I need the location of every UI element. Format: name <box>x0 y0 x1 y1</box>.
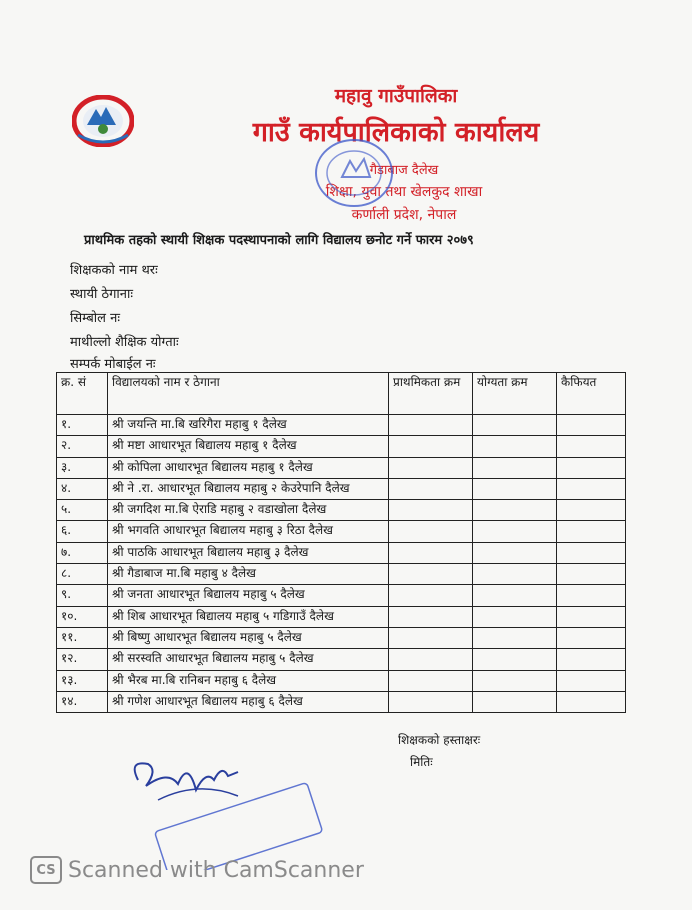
serial-cell: ७. <box>57 542 108 563</box>
priority-cell <box>389 691 473 712</box>
priority-cell <box>389 627 473 648</box>
merit-cell <box>473 500 557 521</box>
remarks-cell <box>557 436 626 457</box>
serial-cell: ६. <box>57 521 108 542</box>
teacher-signature-label: शिक्षकको हस्ताक्षरः <box>398 733 481 747</box>
camscanner-logo-icon: CS <box>30 856 62 884</box>
merit-cell <box>473 649 557 670</box>
permanent-address-label: स्थायी ठेगानाः <box>70 287 133 302</box>
col-serial: क्र. सं <box>57 373 108 415</box>
school-cell: श्री सरस्वति आधारभूत बिद्यालय महाबु ५ दैलेख <box>108 649 389 670</box>
watermark-text: Scanned with CamScanner <box>68 857 364 883</box>
date-label: मितिः <box>410 755 433 769</box>
school-cell: श्री पाठकि आधारभूत बिद्यालय महाबु ३ दैलेख <box>108 542 389 563</box>
teacher-name-label: शिक्षकको नाम थरः <box>70 263 158 278</box>
remarks-cell <box>557 521 626 542</box>
province-name: कर्णाली प्रदेश, नेपाल <box>351 207 457 223</box>
col-priority: प्राथमिकता क्रम <box>389 373 473 415</box>
serial-cell: १०. <box>57 606 108 627</box>
table-row <box>57 627 626 648</box>
priority-cell <box>389 436 473 457</box>
merit-cell <box>473 436 557 457</box>
table-row <box>57 457 626 478</box>
serial-cell: २. <box>57 436 108 457</box>
serial-cell: १४. <box>57 691 108 712</box>
municipality-name: महावु गाउँपालिका <box>334 85 458 107</box>
table-row <box>57 606 626 627</box>
office-title: गाउँ कार्यपालिकाको कार्यालय <box>252 117 540 148</box>
section-name: शिक्षा, युवा तथा खेलकुद शाखा <box>325 184 483 200</box>
school-cell: श्री बिष्णु आधारभूत बिद्यालय महाबु ५ दैलेख <box>108 627 389 648</box>
school-cell: श्री गणेश आधारभूत बिद्यालय महाबु ६ दैलेख <box>108 691 389 712</box>
col-merit: योग्यता क्रम <box>473 373 557 415</box>
serial-cell: ३. <box>57 457 108 478</box>
table-header-row <box>57 373 626 415</box>
remarks-cell <box>557 415 626 436</box>
priority-cell <box>389 670 473 691</box>
school-cell: श्री मष्टा आधारभूत बिद्यालय महाबु १ दैलेख <box>108 436 389 457</box>
school-cell: श्री जनता आधारभूत बिद्यालय महाबु ५ दैलेख <box>108 585 389 606</box>
serial-cell: ११. <box>57 627 108 648</box>
mobile-number-label: सम्पर्क मोबाईल नः <box>70 357 156 372</box>
remarks-cell <box>557 670 626 691</box>
table-row <box>57 542 626 563</box>
camscanner-watermark <box>30 856 364 884</box>
merit-cell <box>473 670 557 691</box>
serial-cell: ८. <box>57 564 108 585</box>
remarks-cell <box>557 542 626 563</box>
merit-cell <box>473 478 557 499</box>
table-row <box>57 521 626 542</box>
priority-cell <box>389 415 473 436</box>
serial-cell: ५. <box>57 500 108 521</box>
school-cell: श्री कोपिला आधारभूत बिद्यालय महाबु १ दैलेख <box>108 457 389 478</box>
school-cell: श्री गैडाबाज मा.बि महाबु ४ दैलेख <box>108 564 389 585</box>
qualification-label: माथील्लो शैक्षिक योग्ताः <box>70 335 179 350</box>
col-remarks: कैफियत <box>557 373 626 415</box>
serial-cell: १३. <box>57 670 108 691</box>
merit-cell <box>473 521 557 542</box>
remarks-cell <box>557 691 626 712</box>
col-school: विद्यालयको नाम र ठेगाना <box>108 373 389 415</box>
merit-cell <box>473 542 557 563</box>
school-cell: श्री जयन्ति मा.बि खरिगैरा महाबु १ दैलेख <box>108 415 389 436</box>
merit-cell <box>473 606 557 627</box>
priority-cell <box>389 564 473 585</box>
remarks-cell <box>557 500 626 521</box>
priority-cell <box>389 457 473 478</box>
priority-cell <box>389 500 473 521</box>
table-row <box>57 415 626 436</box>
remarks-cell <box>557 606 626 627</box>
school-cell: श्री शिब आधारभूत बिद्यालय महाबु ५ गडिगाउँ दैलेख <box>108 606 389 627</box>
serial-cell: १२. <box>57 649 108 670</box>
remarks-cell <box>557 627 626 648</box>
merit-cell <box>473 415 557 436</box>
priority-cell <box>389 521 473 542</box>
official-signature-stamp <box>118 750 328 870</box>
table-row <box>57 585 626 606</box>
serial-cell: १. <box>57 415 108 436</box>
merit-cell <box>473 627 557 648</box>
serial-cell: ४. <box>57 478 108 499</box>
table-row <box>57 649 626 670</box>
office-seal-icon <box>308 133 400 213</box>
serial-cell: ९. <box>57 585 108 606</box>
priority-cell <box>389 649 473 670</box>
remarks-cell <box>557 564 626 585</box>
office-place: गैडाबाज दैलेख <box>369 163 439 178</box>
remarks-cell <box>557 649 626 670</box>
remarks-cell <box>557 585 626 606</box>
school-cell: श्री भगवति आधारभूत बिद्यालय महाबु ३ रिठा दैलेख <box>108 521 389 542</box>
table-row <box>57 436 626 457</box>
remarks-cell <box>557 478 626 499</box>
merit-cell <box>473 564 557 585</box>
school-cell: श्री जगदिश मा.बि ऐराडि महाबु २ वडाखोला दैलेख <box>108 500 389 521</box>
priority-cell <box>389 606 473 627</box>
table-row <box>57 478 626 499</box>
priority-cell <box>389 478 473 499</box>
school-cell: श्री भैरब मा.बि रानिबन महाबु ६ दैलेख <box>108 670 389 691</box>
table-row <box>57 564 626 585</box>
form-title: प्राथमिक तहको स्थायी शिक्षक पदस्थापनाको लागि विद्यालय छनोट गर्ने फारम २०७९ <box>84 233 474 248</box>
merit-cell <box>473 691 557 712</box>
symbol-number-label: सिम्बोल नः <box>70 311 120 326</box>
priority-cell <box>389 585 473 606</box>
priority-cell <box>389 542 473 563</box>
school-selection-table <box>56 372 626 713</box>
table-row <box>57 691 626 712</box>
table-row <box>57 670 626 691</box>
merit-cell <box>473 457 557 478</box>
merit-cell <box>473 585 557 606</box>
table-row <box>57 500 626 521</box>
school-cell: श्री ने .रा. आधारभूत बिद्यालय महाबु २ केउरेपानि दैलेख <box>108 478 389 499</box>
remarks-cell <box>557 457 626 478</box>
